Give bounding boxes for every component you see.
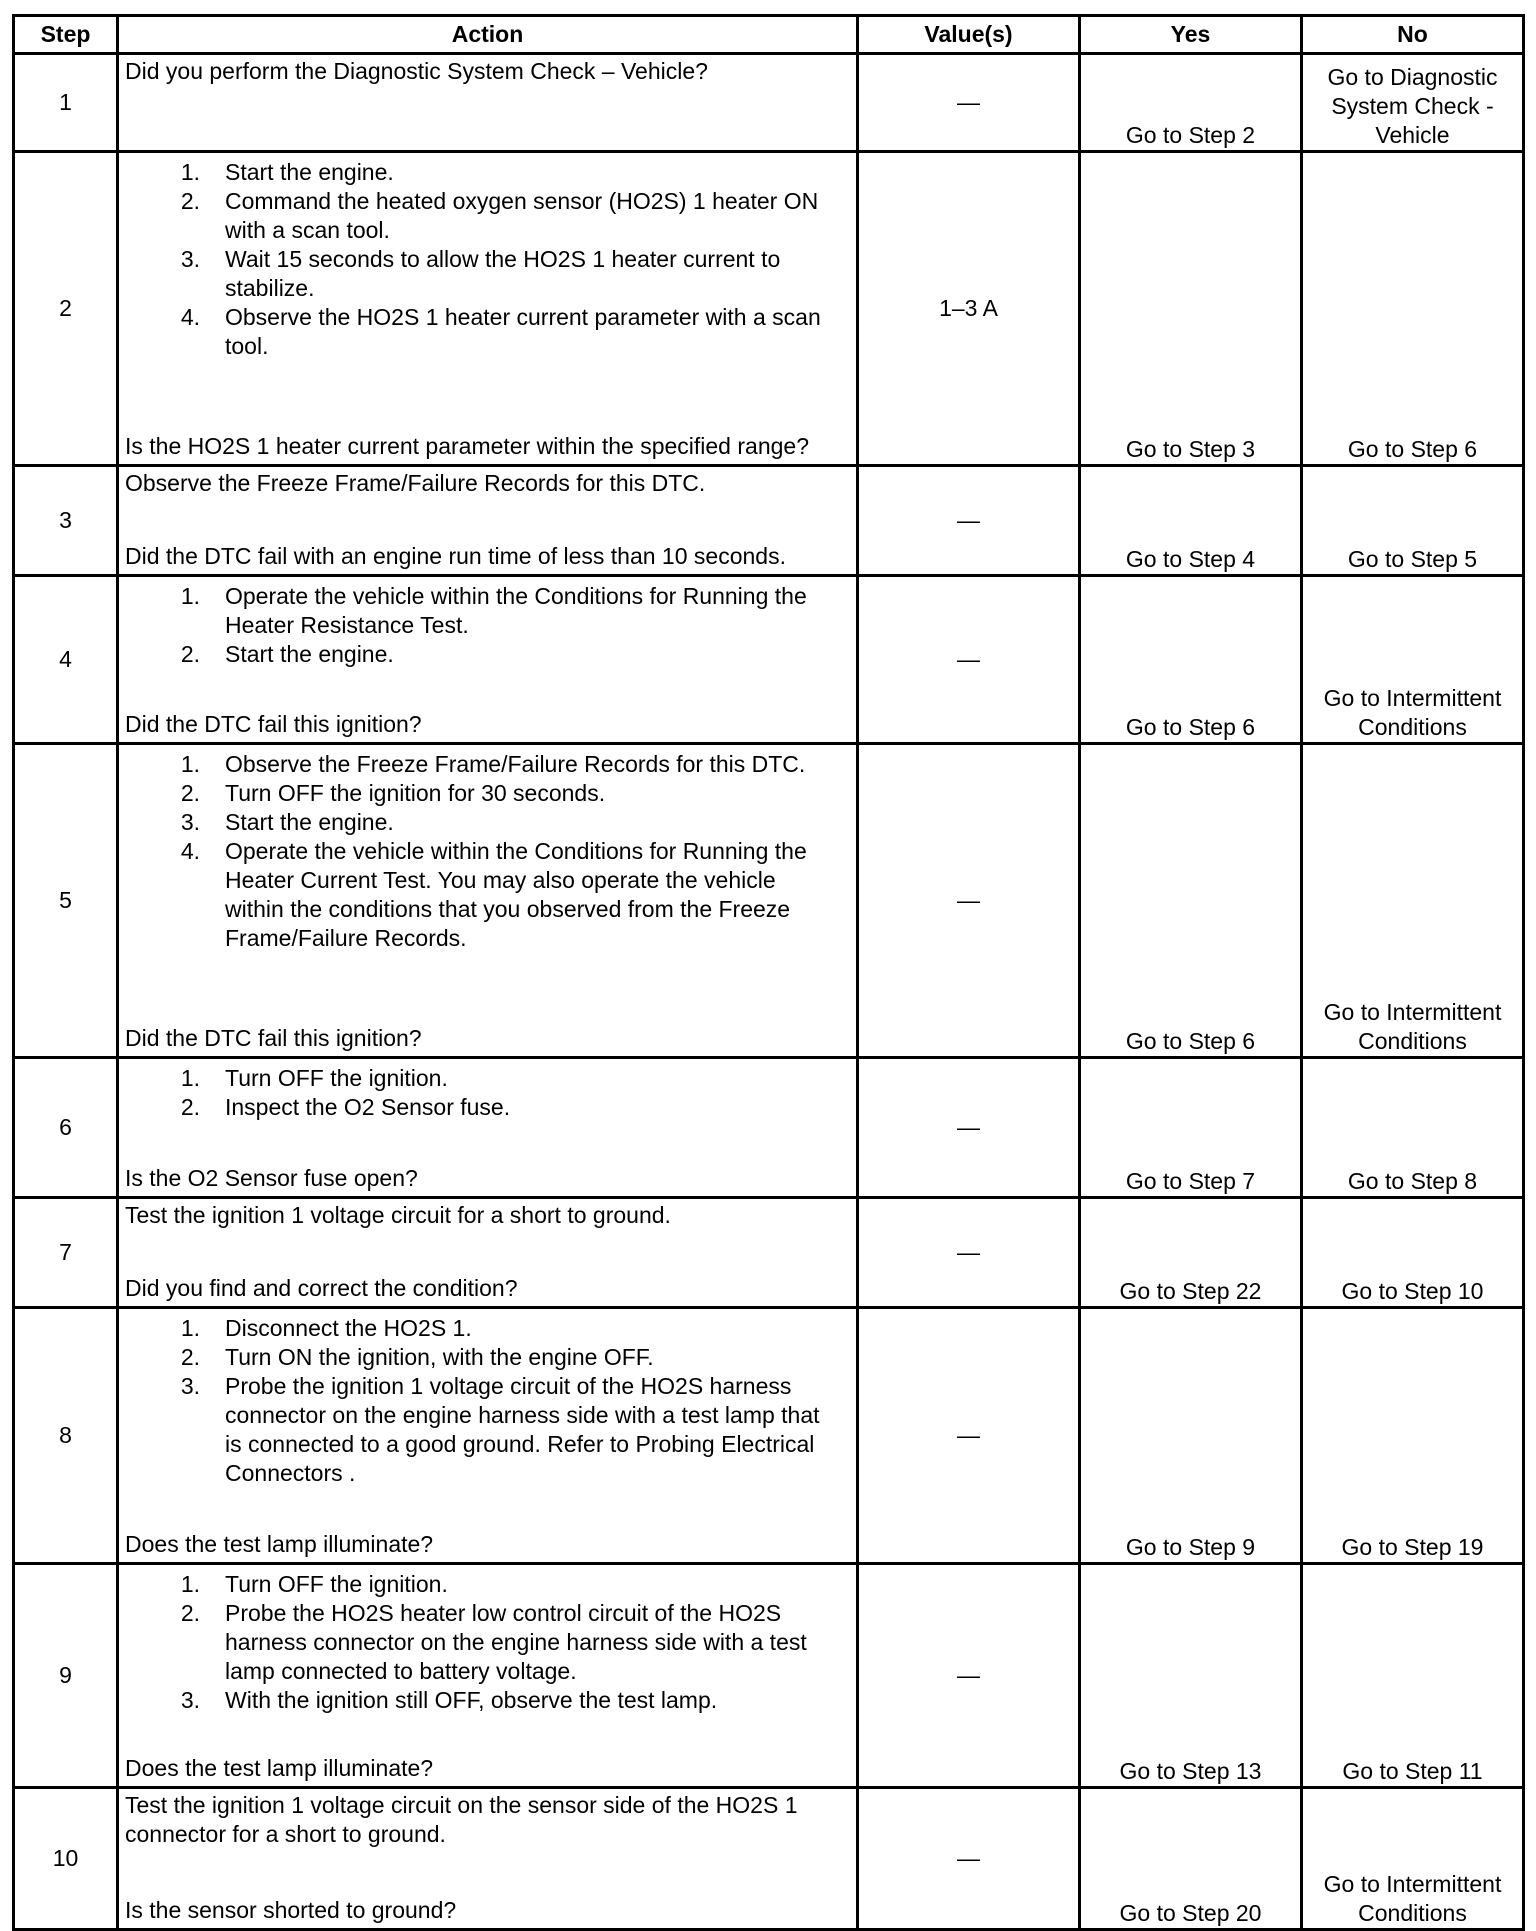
list-item	[125, 582, 850, 640]
table-row	[14, 1198, 1524, 1308]
value-cell: —	[858, 1058, 1080, 1198]
list-item-text: Inspect the O2 Sensor fuse.	[225, 1094, 511, 1120]
list-item-number: 1.	[180, 751, 200, 777]
list-item-number: 4.	[180, 304, 200, 330]
action-cell	[118, 744, 858, 1058]
list-item-number: 3.	[180, 1687, 200, 1713]
yes-cell: Go to Step 7	[1080, 1058, 1302, 1198]
step-number: 2	[14, 152, 118, 466]
table-row	[14, 152, 1524, 466]
list-item-number: 2.	[180, 1600, 200, 1626]
header-values: Value(s)	[858, 16, 1080, 54]
yes-cell: Go to Step 2	[1080, 54, 1302, 152]
step-number: 9	[14, 1564, 118, 1788]
action-question: Does the test lamp illuminate?	[125, 1531, 434, 1557]
list-item-number: 3.	[180, 809, 200, 835]
action-steps-list	[125, 750, 850, 953]
list-item-text: Turn ON the ignition, with the engine OFF.	[225, 1344, 654, 1370]
list-item-text: Start the engine.	[225, 159, 394, 185]
action-cell	[118, 54, 858, 152]
list-item	[125, 1570, 850, 1599]
list-item-number: 2.	[180, 641, 200, 667]
list-item	[125, 1343, 850, 1372]
yes-cell: Go to Step 13	[1080, 1564, 1302, 1788]
action-steps-list	[125, 158, 850, 361]
value-cell: —	[858, 466, 1080, 576]
step-number: 5	[14, 744, 118, 1058]
no-cell: Go to Step 8	[1302, 1058, 1524, 1198]
step-number: 6	[14, 1058, 118, 1198]
action-steps-list	[125, 582, 850, 669]
list-item	[125, 158, 850, 187]
action-question: Does the test lamp illuminate?	[125, 1755, 434, 1781]
list-item	[125, 1372, 850, 1488]
list-item	[125, 1686, 850, 1715]
list-item	[125, 779, 850, 808]
yes-cell: Go to Step 6	[1080, 744, 1302, 1058]
action-question: Is the HO2S 1 heater current parameter within the specified range?	[125, 433, 809, 459]
yes-cell: Go to Step 3	[1080, 152, 1302, 466]
list-item-text: With the ignition still OFF, observe the test lamp.	[225, 1687, 718, 1713]
action-steps-list	[125, 1570, 850, 1715]
list-item-number: 2.	[180, 780, 200, 806]
list-item-number: 1.	[180, 1065, 200, 1091]
step-number: 10	[14, 1788, 118, 1930]
table-row	[14, 466, 1524, 576]
no-cell: Go to Step 10	[1302, 1198, 1524, 1308]
step-number: 8	[14, 1308, 118, 1564]
yes-cell: Go to Step 20	[1080, 1788, 1302, 1930]
list-item-text: Observe the Freeze Frame/Failure Records for this DTC.	[225, 751, 806, 777]
header-step: Step	[14, 16, 118, 54]
list-item-number: 2.	[180, 188, 200, 214]
value-cell: —	[858, 744, 1080, 1058]
list-item-text: Command the heated oxygen sensor (HO2S) 1 heater ON with a scan tool.	[225, 188, 819, 243]
list-item-number: 1.	[180, 583, 200, 609]
action-question: Did the DTC fail with an engine run time of less than 10 seconds.	[125, 543, 786, 569]
no-cell: Go to Diagnostic System Check - Vehicle	[1302, 54, 1524, 152]
list-item-text: Wait 15 seconds to allow the HO2S 1 heater current to stabilize.	[225, 246, 781, 301]
list-item-number: 3.	[180, 246, 200, 272]
action-cell	[118, 1308, 858, 1564]
list-item-text: Turn OFF the ignition.	[225, 1571, 448, 1597]
list-item-number: 1.	[180, 1315, 200, 1341]
table-row	[14, 54, 1524, 152]
list-item	[125, 750, 850, 779]
value-cell: —	[858, 54, 1080, 152]
no-cell: Go to Intermittent Conditions	[1302, 744, 1524, 1058]
list-item	[125, 808, 850, 837]
header-row	[14, 16, 1524, 54]
table-row	[14, 1308, 1524, 1564]
action-instruction: Did you perform the Diagnostic System Check – Vehicle?	[125, 58, 708, 84]
list-item-number: 4.	[180, 838, 200, 864]
table-row	[14, 1788, 1524, 1930]
table-row	[14, 1564, 1524, 1788]
no-cell: Go to Step 6	[1302, 152, 1524, 466]
list-item-text: Probe the HO2S heater low control circuit of the HO2S harness connector on the engine harness side with a test lamp connected to battery voltage.	[225, 1600, 807, 1684]
action-instruction: Observe the Freeze Frame/Failure Records for this DTC.	[125, 470, 706, 496]
action-question: Did the DTC fail this ignition?	[125, 1025, 422, 1051]
no-cell: Go to Step 11	[1302, 1564, 1524, 1788]
action-steps-list	[125, 1314, 850, 1488]
action-question: Is the O2 Sensor fuse open?	[125, 1165, 418, 1191]
list-item-text: Disconnect the HO2S 1.	[225, 1315, 472, 1341]
list-item-number: 2.	[180, 1094, 200, 1120]
list-item-text: Turn OFF the ignition.	[225, 1065, 448, 1091]
action-question: Did you find and correct the condition?	[125, 1275, 518, 1301]
list-item-text: Start the engine.	[225, 641, 394, 667]
yes-cell: Go to Step 9	[1080, 1308, 1302, 1564]
step-number: 3	[14, 466, 118, 576]
list-item-number: 2.	[180, 1344, 200, 1370]
value-cell: 1–3 A	[858, 152, 1080, 466]
yes-cell: Go to Step 22	[1080, 1198, 1302, 1308]
list-item-text: Probe the ignition 1 voltage circuit of the HO2S harness connector on the engine harness side with a test lamp that is connected to a good ground. Refer to Probing Electrical Connectors .	[225, 1373, 820, 1486]
table-row	[14, 576, 1524, 744]
table-row	[14, 744, 1524, 1058]
action-cell	[118, 152, 858, 466]
step-number: 1	[14, 54, 118, 152]
list-item-number: 1.	[180, 1571, 200, 1597]
yes-cell: Go to Step 6	[1080, 576, 1302, 744]
list-item-text: Start the engine.	[225, 809, 394, 835]
action-cell	[118, 1198, 858, 1308]
list-item	[125, 245, 850, 303]
step-number: 7	[14, 1198, 118, 1308]
list-item	[125, 1064, 850, 1093]
action-steps-list	[125, 1064, 850, 1122]
no-cell: Go to Intermittent Conditions	[1302, 576, 1524, 744]
no-cell: Go to Step 5	[1302, 466, 1524, 576]
header-action: Action	[118, 16, 858, 54]
value-cell: —	[858, 1788, 1080, 1930]
action-cell	[118, 1564, 858, 1788]
list-item-text: Observe the HO2S 1 heater current parameter with a scan tool.	[225, 304, 821, 359]
list-item	[125, 1314, 850, 1343]
action-instruction: Test the ignition 1 voltage circuit on the sensor side of the HO2S 1 connector for a short to ground.	[125, 1792, 798, 1847]
action-cell	[118, 1788, 858, 1930]
list-item-text: Operate the vehicle within the Conditions for Running the Heater Resistance Test.	[225, 583, 807, 638]
diagnostic-table	[12, 14, 1525, 1931]
value-cell: —	[858, 1198, 1080, 1308]
list-item-text: Operate the vehicle within the Conditions for Running the Heater Current Test. You may also operate the vehicle within the conditions that you observed from the Freeze Frame/Failure Records.	[225, 838, 807, 951]
no-cell: Go to Intermittent Conditions	[1302, 1788, 1524, 1930]
value-cell: —	[858, 576, 1080, 744]
list-item	[125, 640, 850, 669]
action-instruction: Test the ignition 1 voltage circuit for a short to ground.	[125, 1202, 671, 1228]
list-item	[125, 1599, 850, 1686]
step-number: 4	[14, 576, 118, 744]
list-item	[125, 303, 850, 361]
value-cell: —	[858, 1564, 1080, 1788]
action-question: Did the DTC fail this ignition?	[125, 711, 422, 737]
table-row	[14, 1058, 1524, 1198]
action-question: Is the sensor shorted to ground?	[125, 1897, 457, 1923]
header-no: No	[1302, 16, 1524, 54]
list-item-number: 1.	[180, 159, 200, 185]
list-item	[125, 1093, 850, 1122]
list-item	[125, 187, 850, 245]
list-item	[125, 837, 850, 953]
action-cell	[118, 1058, 858, 1198]
yes-cell: Go to Step 4	[1080, 466, 1302, 576]
value-cell: —	[858, 1308, 1080, 1564]
action-cell	[118, 466, 858, 576]
action-cell	[118, 576, 858, 744]
header-yes: Yes	[1080, 16, 1302, 54]
list-item-text: Turn OFF the ignition for 30 seconds.	[225, 780, 606, 806]
no-cell: Go to Step 19	[1302, 1308, 1524, 1564]
list-item-number: 3.	[180, 1373, 200, 1399]
